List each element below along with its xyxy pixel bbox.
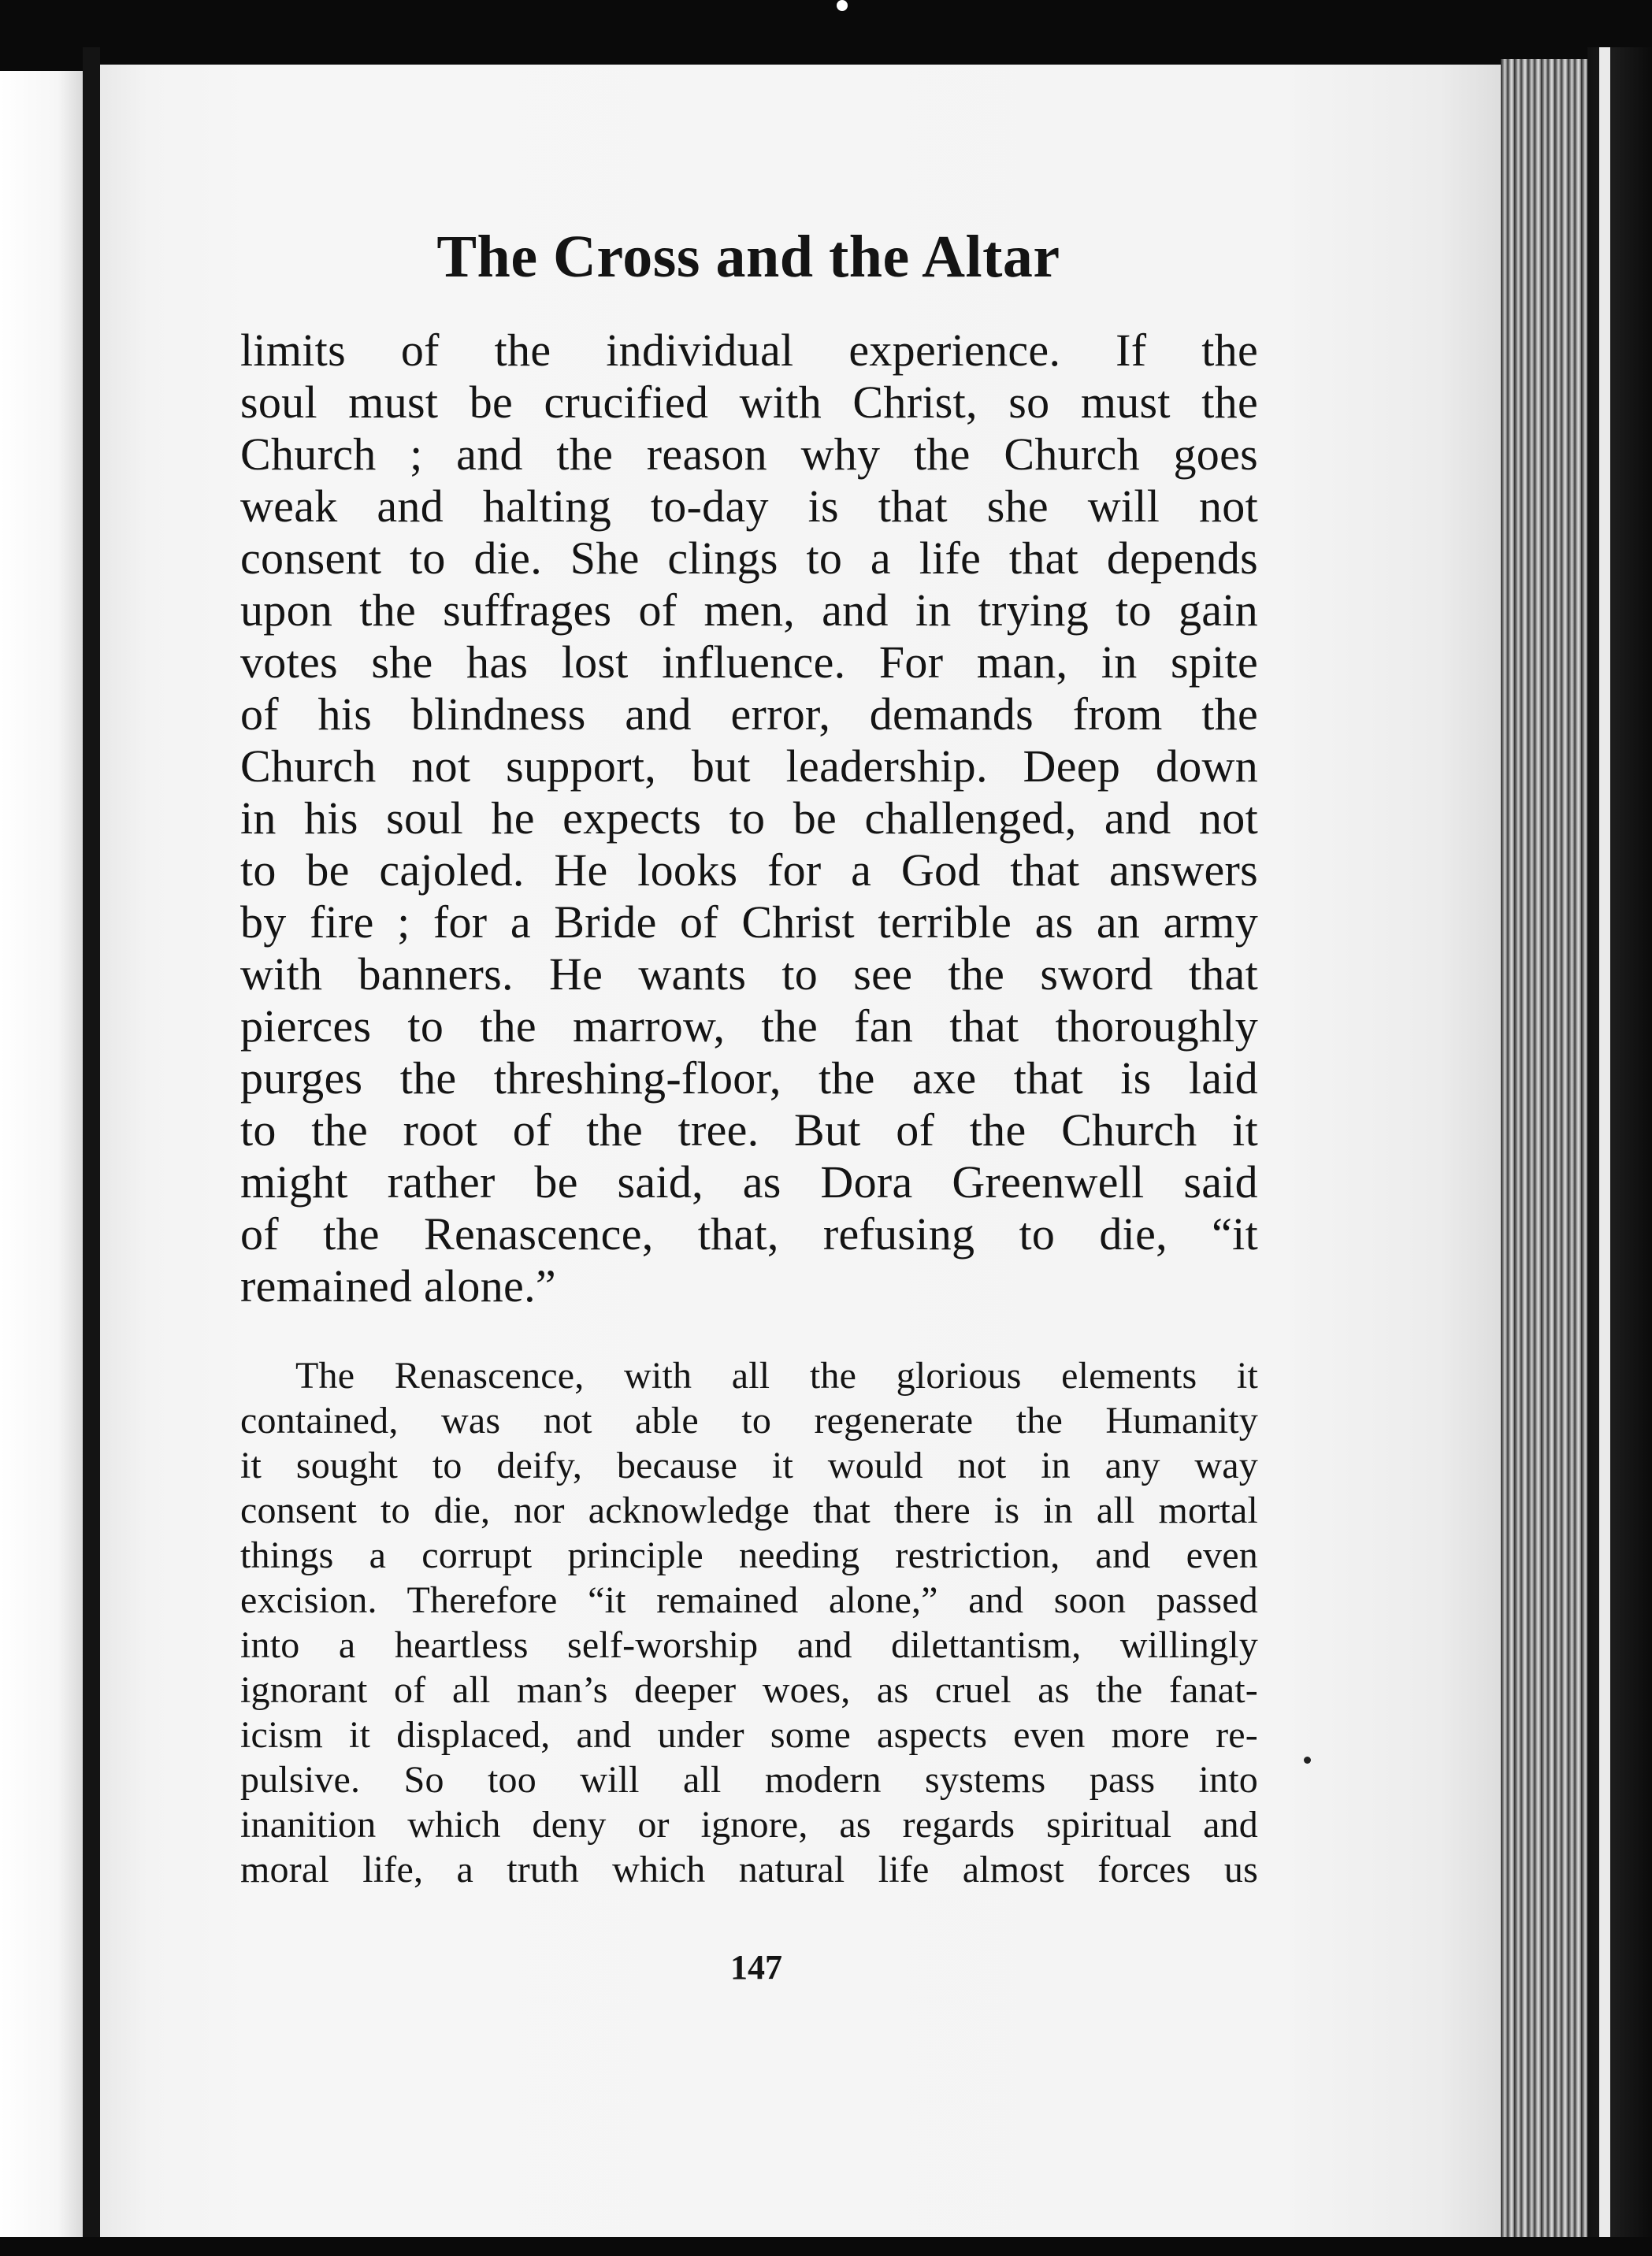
text-line: of his blindness and error, demands from the (240, 688, 1258, 740)
film-speck (837, 0, 848, 11)
text-line: consent to die, nor acknowledge that there is in all mortal (240, 1490, 1258, 1531)
text-line: purges the threshing-floor, the axe that is laid (240, 1052, 1258, 1104)
text-line: consent to die. She clings to a life that depends (240, 532, 1258, 584)
text-line: with banners. He wants to see the sword that (240, 948, 1258, 1000)
film-border-top (0, 0, 1652, 75)
text-line: weak and halting to-day is that she will not (240, 481, 1258, 532)
text-line: it sought to deify, because it would not in any way (240, 1445, 1258, 1486)
text-line: ignorant of all man’s deeper woes, as cruel as the fanat- (240, 1669, 1258, 1711)
film-edge-strip (1599, 47, 1610, 2245)
text-line: things a corrupt principle needing restriction, and even (240, 1534, 1258, 1576)
text-line: inanition which deny or ignore, as regards spiritual and (240, 1804, 1258, 1846)
text-line: pierces to the marrow, the fan that thoroughly (240, 1000, 1258, 1052)
text-line: soul must be crucified with Christ, so must the (240, 377, 1258, 428)
gutter-shadow (83, 47, 100, 2245)
text-line: icism it displaced, and under some aspects even more re- (240, 1714, 1258, 1756)
text-line: Church not support, but leadership. Deep down (240, 740, 1258, 792)
film-border-bottom (0, 2237, 1652, 2256)
text-line: by fire ; for a Bride of Christ terrible as an army (240, 896, 1258, 948)
text-line: votes she has lost influence. For man, in spite (240, 636, 1258, 688)
text-line: upon the suffrages of men, and in trying to gain (240, 584, 1258, 636)
running-head: The Cross and the Altar (436, 224, 1060, 290)
text-line: of the Renascence, that, refusing to die, “it (240, 1208, 1258, 1260)
text-line: to the root of the tree. But of the Church it (240, 1104, 1258, 1156)
page-stack-edge (1501, 59, 1587, 2241)
margin-speck (1304, 1757, 1311, 1764)
text-line: to be cajoled. He looks for a God that answers (240, 844, 1258, 896)
text-line: into a heartless self-worship and dilettantism, willingly (240, 1624, 1258, 1666)
text-line: pulsive. So too will all modern systems pass into (240, 1759, 1258, 1801)
text-line: moral life, a truth which natural life almost forces us (240, 1849, 1258, 1891)
text-line: might rather be said, as Dora Greenwell said (240, 1156, 1258, 1208)
film-border-right (1587, 47, 1652, 2245)
text-line: in his soul he expects to be challenged, and not (240, 792, 1258, 844)
facing-page-edge (0, 71, 83, 2245)
text-line: Church ; and the reason why the Church goes (240, 429, 1258, 480)
text-line: remained alone.” (240, 1260, 556, 1312)
text-line: contained, was not able to regenerate the Humanity (240, 1400, 1258, 1442)
page-number: 147 (730, 1948, 782, 1987)
text-line: The Renascence, with all the glorious elements it (295, 1355, 1258, 1397)
text-line: excision. Therefore “it remained alone,” and soon passed (240, 1579, 1258, 1621)
text-line: limits of the individual experience. If the (240, 325, 1258, 376)
